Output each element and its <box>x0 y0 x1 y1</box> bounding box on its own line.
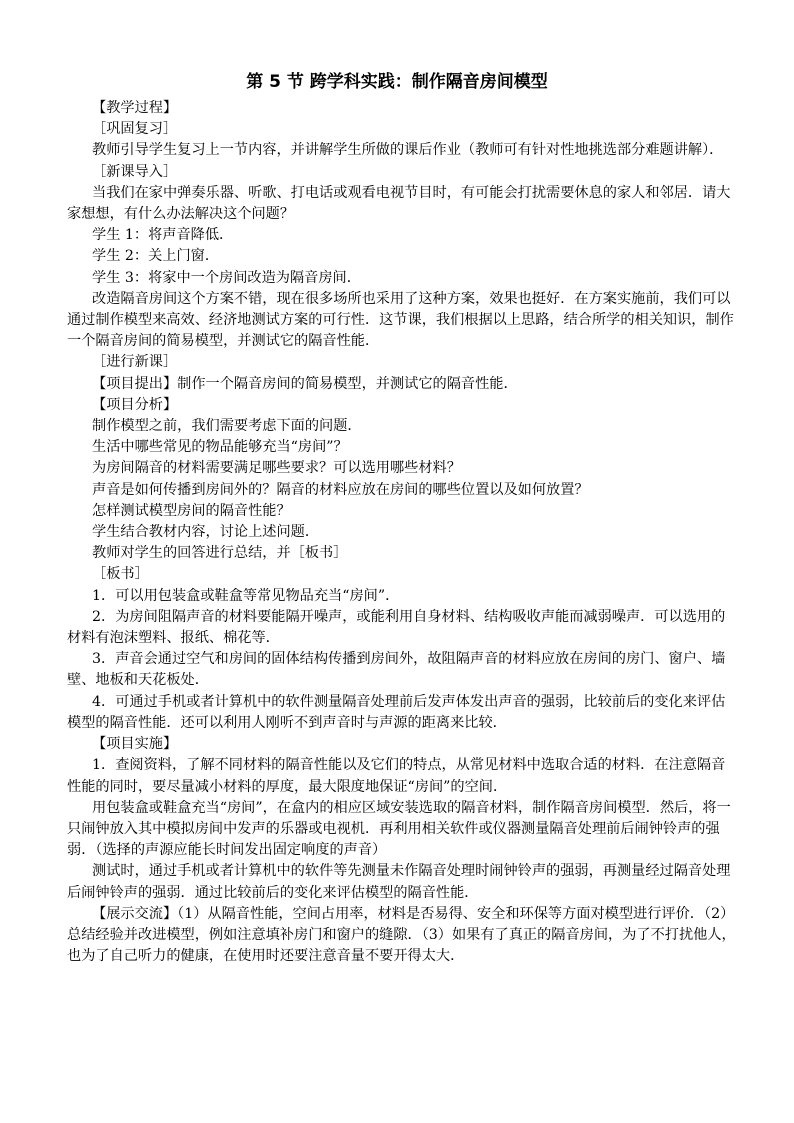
heading-intro: ［新课导入］ <box>92 163 178 180</box>
paragraph-review: 教师引导学生复习上一节内容，并讲解学生所做的课后作业（教师可有针对性地挑选部分难题讲解）． <box>92 142 724 159</box>
heading-new-lesson: ［进行新课］ <box>92 354 178 371</box>
implementation-step-3: 测试时，通过手机或者计算机中的软件等先测量未作隔音处理时闹钟铃声的强弱，再测量经过隔音处理后闹钟铃声的强弱．通过比较前后的变化来评估模型的隔音性能． <box>67 863 731 901</box>
heading-review: ［巩固复习］ <box>92 121 178 138</box>
student-1-answer: 学生 1：将声音降低． <box>92 227 234 244</box>
student-3-answer: 学生 3：将家中一个房间改造为隔音房间． <box>92 269 361 286</box>
board-item-3: 3．声音会通过空气和房间的固体结构传播到房间外，故阻隔声音的材料应放在房间的房门、窗户、墙壁、地板和天花板处． <box>67 651 726 689</box>
page-title: 第 5 节 跨学科实践：制作隔音房间模型 <box>246 72 548 92</box>
question-4: 怎样测试模型房间的隔音性能？ <box>92 502 291 519</box>
implementation-step-2: 用包装盒或鞋盒充当“房间”，在盒内的相应区域安装选取的隔音材料，制作隔音房间模型．然后，将一只闹钟放入其中模拟房间中发声的乐器或电视机．再利用相关软件或仪器测量隔音处理前后闹钟铃声的强弱．（选择的声源应能长时间发出固定响度的声音） <box>67 799 731 859</box>
summary-note: 教师对学生的回答进行总结，并［板书］ <box>92 545 348 562</box>
heading-board: ［板书］ <box>92 566 149 583</box>
analysis-intro: 制作模型之前，我们需要考虑下面的问题． <box>92 418 362 435</box>
paragraph-plan: 改造隔音房间这个方案不错，现在很多场所也采用了这种方案，效果也挺好．在方案实施前，我们可以通过制作模型来高效、经济地测试方案的可行性．这节课，我们根据以上思路，结合所学的相关知识，制作一个隔音房间的简易模型，并测试它的隔音性能． <box>67 290 734 350</box>
board-item-2: 2．为房间阻隔声音的材料要能隔开噪声，或能利用自身材料、结构吸收声能而减弱噪声．可以选用的材料有泡沫塑料、报纸、棉花等． <box>67 608 726 647</box>
implementation-step-1: 1．查阅资料，了解不同材料的隔音性能以及它们的特点，从常见材料中选取合适的材料．在注意隔音性能的同时，要尽量减小材料的厚度，最大限度地保证“房间”的空间． <box>67 757 726 795</box>
student-2-answer: 学生 2：关上门窗． <box>92 248 220 265</box>
project-proposal: 【项目提出】制作一个隔音房间的简易模型，并测试它的隔音性能． <box>92 375 518 392</box>
heading-teaching-process: 【教学过程】 <box>92 100 178 116</box>
heading-project-analysis: 【项目分析】 <box>92 396 178 413</box>
question-1: 生活中哪些常见的物品能够充当“房间”？ <box>92 439 348 456</box>
board-item-1: 1．可以用包装盒或鞋盒等常见物品充当“房间”． <box>92 587 400 604</box>
paragraph-intro: 当我们在家中弹奏乐器、听歌、打电话或观看电视节目时，有可能会打扰需要休息的家人和邻居．请大家想想，有什么办法解决这个问题？ <box>67 184 731 223</box>
document-body <box>67 98 739 967</box>
question-2: 为房间隔音的材料需要满足哪些要求？可以选用哪些材料？ <box>92 460 461 477</box>
board-item-4: 4．可通过手机或者计算机中的软件测量隔音处理前后发声体发出声音的强弱，比较前后的变化来评估模型的隔音性能．还可以利用人刚听不到声音时与声源的距离来比较． <box>67 693 726 731</box>
presentation-exchange: 【展示交流】（1）从隔音性能，空间占用率，材料是否易得、安全和环保等方面对模型进行评价．（2）总结经验并改进模型，例如注意填补房门和窗户的缝隙．（3）如果有了真正的隔音房间，为了不打扰他人，也为了自己听力的健康，在使用时还要注意音量不要开得太大． <box>67 905 736 965</box>
question-3: 声音是如何传播到房间外的？隔音的材料应放在房间的哪些位置以及如何放置？ <box>92 481 589 498</box>
heading-project-implementation: 【项目实施】 <box>92 736 178 753</box>
discussion-note: 学生结合教材内容，讨论上述问题． <box>92 524 320 541</box>
